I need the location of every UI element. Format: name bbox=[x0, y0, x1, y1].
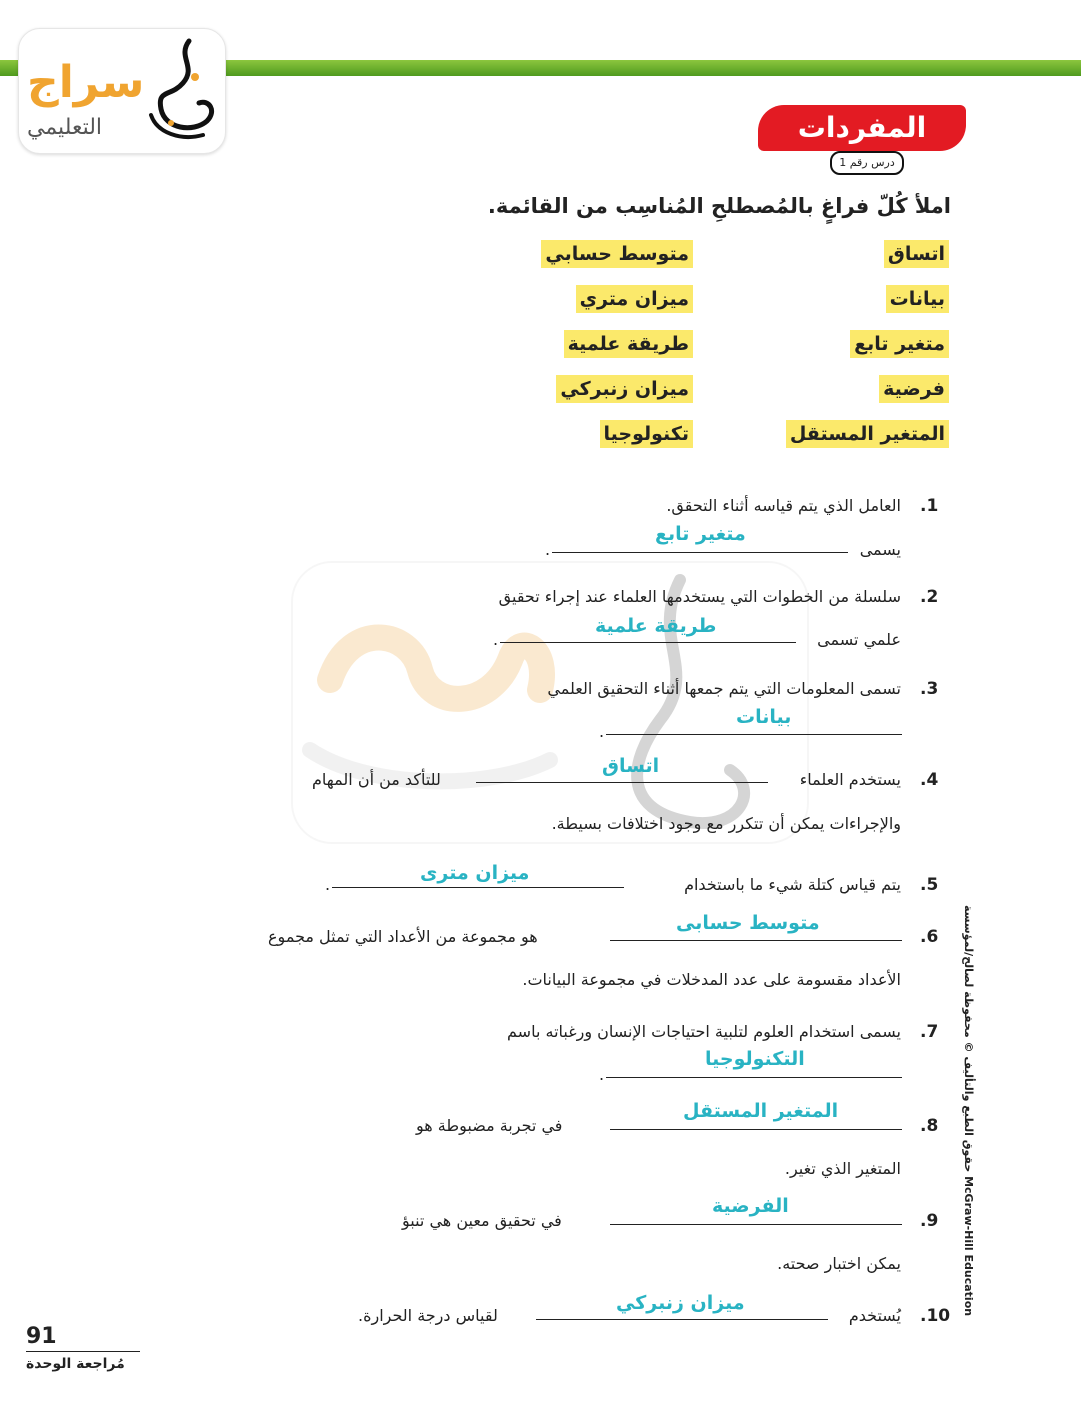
question-text: لقياس درجة الحرارة. bbox=[358, 1306, 498, 1325]
question-text: يسمى bbox=[859, 540, 901, 559]
logo-subword: التعليمي bbox=[27, 115, 103, 140]
question-number: .10 bbox=[920, 1306, 951, 1326]
word-bank-term: فرضية bbox=[879, 375, 949, 403]
question-text: في تحقيق معين هي تنبؤ bbox=[402, 1211, 562, 1230]
question-text: يستخدم العلماء bbox=[799, 770, 901, 789]
question-number: .2 bbox=[920, 587, 939, 607]
question-text: هو مجموعة من الأعداد التي تمثل مجموع bbox=[268, 927, 538, 946]
logo-word: سراج bbox=[27, 57, 145, 108]
question-text: العامل الذي يتم قياسه أثناء التحقق. bbox=[666, 496, 901, 515]
handwritten-answer: ميزان زنبركي bbox=[616, 1292, 745, 1314]
question-number: .1 bbox=[920, 496, 939, 516]
handwritten-answer: طريقة علمية bbox=[595, 615, 717, 637]
handwritten-answer: اتساق bbox=[602, 755, 660, 777]
question-text: الأعداد مقسومة على عدد المدخلات في مجموعة البيانات. bbox=[522, 970, 901, 989]
question-number: .7 bbox=[920, 1022, 939, 1042]
question-number: .8 bbox=[920, 1116, 939, 1136]
answer-blank[interactable] bbox=[610, 1129, 902, 1130]
question-text: تسمى المعلومات التي يتم جمعها أثناء التحقيق العلمي bbox=[547, 679, 901, 698]
word-bank-term: ميزان متري bbox=[576, 285, 693, 313]
handwritten-answer: بيانات bbox=[736, 706, 792, 728]
question-text: . bbox=[599, 722, 605, 741]
handwritten-answer: متغير تابع bbox=[655, 523, 746, 545]
instruction-text: املأ كُلّ فراغٍ بالمُصطلحِ المُناسِب من القائمة. bbox=[487, 194, 951, 218]
word-bank-term: متغير تابع bbox=[850, 330, 949, 358]
footer-divider bbox=[26, 1351, 140, 1352]
question-number: .4 bbox=[920, 770, 939, 790]
handwritten-answer: الفرضية bbox=[712, 1195, 789, 1217]
word-bank-term: متوسط حسابي bbox=[541, 240, 693, 268]
word-bank-term: بيانات bbox=[886, 285, 949, 313]
question-text: يسمى استخدام العلوم لتلبية احتياجات الإنسان ورغباته باسم bbox=[507, 1022, 901, 1041]
question-text: المتغير الذي تغير. bbox=[784, 1159, 901, 1178]
question-number: .5 bbox=[920, 875, 939, 895]
word-bank-term: اتساق bbox=[884, 240, 949, 268]
question-text: . bbox=[493, 630, 499, 649]
question-number: .3 bbox=[920, 679, 939, 699]
question-text: للتأكد من أن المهام bbox=[312, 770, 441, 789]
question-number: .6 bbox=[920, 927, 939, 947]
answer-blank[interactable] bbox=[536, 1319, 828, 1320]
word-bank-term: المتغير المستقل bbox=[786, 420, 949, 448]
vocabulary-title: المفردات bbox=[758, 105, 966, 151]
answer-blank[interactable] bbox=[610, 1224, 902, 1225]
lesson-tag: درس رقم 1 bbox=[830, 151, 904, 175]
question-text: . bbox=[325, 875, 331, 894]
question-text: والإجراءات يمكن أن تتكرر مع وجود اختلافات بسيطة. bbox=[551, 814, 901, 833]
word-bank-term: طريقة علمية bbox=[564, 330, 693, 358]
answer-blank[interactable] bbox=[606, 734, 902, 735]
answer-blank[interactable] bbox=[610, 940, 902, 941]
answer-blank[interactable] bbox=[552, 552, 848, 553]
answer-blank[interactable] bbox=[500, 642, 796, 643]
question-text: سلسلة من الخطوات التي يستخدمها العلماء عند إجراء تحقيق bbox=[498, 587, 901, 606]
page-number: 91 bbox=[26, 1324, 57, 1349]
calligraphy-logo-icon bbox=[137, 37, 221, 145]
handwritten-answer: ميزان مترى bbox=[420, 862, 530, 884]
question-text: يمكن اختبار صحته. bbox=[777, 1254, 901, 1273]
handwritten-answer: المتغير المستقل bbox=[683, 1100, 839, 1122]
copyright-notice: حقوق الطبع والتأليف © محفوظة لصالح/لمؤسسة McGraw-Hill Education bbox=[962, 905, 975, 1317]
question-text: . bbox=[545, 540, 551, 559]
word-bank-term: ميزان زنبركي bbox=[556, 375, 693, 403]
question-text: في تجربة مضبوطة هو bbox=[416, 1116, 563, 1135]
word-bank-term: تكنولوجيا bbox=[600, 420, 693, 448]
question-text: . bbox=[599, 1065, 605, 1084]
question-number: .9 bbox=[920, 1211, 939, 1231]
handwritten-answer: متوسط حسابى bbox=[676, 912, 820, 934]
question-text: علمي تسمى bbox=[817, 630, 901, 649]
question-text: يتم قياس كتلة شيء ما باستخدام bbox=[684, 875, 901, 894]
answer-blank[interactable] bbox=[332, 887, 624, 888]
answer-blank[interactable] bbox=[606, 1077, 902, 1078]
siraj-logo bbox=[18, 28, 226, 154]
footer-caption: مُراجعة الوحدة bbox=[26, 1356, 125, 1372]
answer-blank[interactable] bbox=[476, 782, 768, 783]
question-text: يُستخدم bbox=[848, 1306, 901, 1325]
handwritten-answer: التكنولوجيا bbox=[705, 1048, 805, 1070]
